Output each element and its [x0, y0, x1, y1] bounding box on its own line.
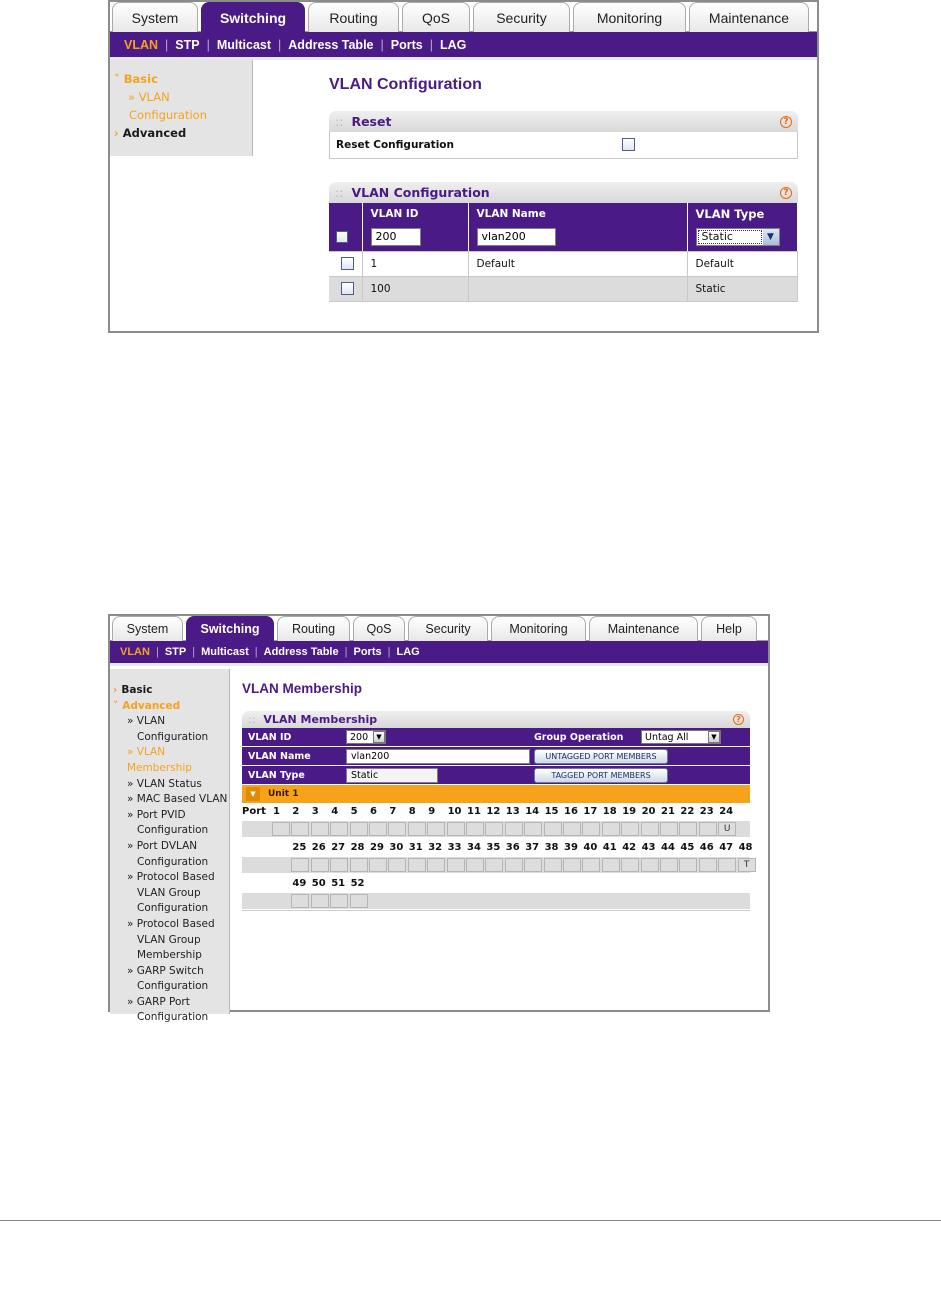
port-toggle[interactable]: [427, 822, 445, 836]
port-toggle[interactable]: [660, 858, 678, 872]
port-toggle[interactable]: [311, 894, 329, 908]
port-number: 12: [486, 806, 501, 817]
port-number: 51: [331, 878, 346, 889]
subnav-multicast[interactable]: Multicast: [216, 37, 272, 52]
port-number: 15: [544, 806, 559, 817]
sidebar-item-label: Advanced: [122, 699, 181, 712]
sidebar-item[interactable]: [113, 917, 229, 933]
tab-switching[interactable]: Switching: [186, 616, 274, 641]
tab-monitoring[interactable]: Monitoring: [491, 616, 586, 641]
help-icon[interactable]: ?: [780, 116, 792, 128]
sidebar-item-label: VLAN Group: [137, 886, 201, 899]
sidebar-item-vlan-configuration[interactable]: [114, 88, 252, 106]
chevron-down-icon: ▼: [763, 229, 779, 245]
port-number: 26: [311, 842, 326, 853]
row-select-checkbox[interactable]: [341, 257, 354, 270]
port-toggle[interactable]: [582, 858, 600, 872]
port-toggle[interactable]: [466, 822, 484, 836]
port-number: 7: [389, 806, 397, 817]
chevron-down-icon: ▼: [373, 731, 385, 743]
port-number: 11: [467, 806, 481, 817]
port-toggle[interactable]: [291, 894, 309, 908]
port-toggle[interactable]: [408, 858, 426, 872]
main-content: [242, 669, 753, 911]
vlan-configuration-screenshot: [108, 0, 819, 333]
sidebar-item[interactable]: [113, 792, 229, 808]
sidebar-item-basic[interactable]: [114, 70, 252, 88]
vlan-name-input[interactable]: vlan200: [477, 228, 556, 246]
port-toggle[interactable]: [699, 822, 717, 836]
reset-configuration-row: [329, 132, 798, 159]
port-number: 1: [273, 806, 280, 817]
reset-configuration-label: Reset Configuration: [336, 139, 454, 151]
group-operation-select-value: Untag All: [645, 731, 689, 743]
sidebar-item-label: » VLAN Status: [127, 777, 202, 790]
port-toggle[interactable]: [505, 822, 523, 836]
sub-navigation: [110, 641, 768, 666]
sidebar-item: [113, 901, 229, 917]
tab-system[interactable]: System: [112, 616, 183, 641]
port-number: 3: [311, 806, 319, 817]
column-header-vlan-id: VLAN ID: [362, 203, 468, 224]
subnav-stp[interactable]: STP: [175, 37, 200, 52]
page-title: VLAN Configuration: [329, 76, 482, 93]
port-number: 8: [408, 806, 416, 817]
tab-routing[interactable]: Routing: [308, 2, 399, 32]
port-toggle[interactable]: [660, 822, 678, 836]
port-toggle[interactable]: [699, 858, 717, 872]
panel-title: VLAN Membership: [263, 713, 378, 726]
port-toggle[interactable]: [369, 858, 387, 872]
vlan-membership-screenshot: [108, 614, 770, 1024]
help-icon[interactable]: ?: [733, 714, 744, 725]
port-toggle[interactable]: [447, 822, 465, 836]
tab-monitoring[interactable]: Monitoring: [573, 2, 686, 32]
port-number: 35: [486, 842, 501, 853]
membership-panel-header: [242, 711, 750, 728]
port-toggle[interactable]: [544, 822, 562, 836]
reset-panel: [329, 111, 798, 159]
port-number: 27: [331, 842, 346, 853]
subnav-address-table[interactable]: Address Table: [288, 37, 374, 52]
port-toggle[interactable]: [311, 822, 329, 836]
port-number: 49: [292, 878, 307, 889]
port-number: 21: [661, 806, 675, 817]
port-toggle[interactable]: [291, 858, 309, 872]
subnav-stp[interactable]: STP: [164, 646, 187, 658]
drag-handle-icon: ::: [335, 114, 344, 129]
tab-help[interactable]: Help: [701, 616, 757, 641]
unit-label: Unit 1: [268, 789, 299, 799]
port-number: 23: [699, 806, 714, 817]
subnav-separator: |: [254, 646, 258, 658]
vlan-id-cell: 100: [362, 276, 468, 301]
vlan-id-select-value: 200: [350, 731, 369, 743]
select-column-header: [329, 203, 362, 224]
tab-security[interactable]: Security: [408, 616, 488, 641]
vlan-name-label: VLAN Name: [248, 750, 311, 762]
subnav-separator: |: [387, 646, 391, 658]
vlan-type-cell: Static: [687, 276, 798, 301]
sidebar-item-label: » VLAN: [127, 715, 166, 728]
port-number: 22: [680, 806, 695, 817]
table-row: [329, 276, 798, 301]
subnav-lag[interactable]: LAG: [439, 37, 467, 52]
port-toggle[interactable]: [388, 822, 406, 836]
port-toggle[interactable]: [485, 858, 503, 872]
port-toggle[interactable]: [524, 822, 542, 836]
sidebar-item: [113, 823, 229, 839]
vlan-configuration-panel: [329, 182, 798, 302]
chevron-right-icon: ›: [114, 126, 119, 140]
subnav-separator: |: [278, 37, 282, 52]
sidebar-item-label: » MAC Based VLAN: [127, 793, 228, 806]
sidebar-item-label: » Protocol Based: [127, 917, 215, 930]
port-toggle[interactable]: [602, 822, 620, 836]
port-toggle[interactable]: [291, 822, 309, 836]
page-title: VLAN Membership: [242, 681, 363, 696]
sidebar-item[interactable]: [113, 839, 229, 855]
sidebar-item-label: » GARP Switch: [127, 964, 204, 977]
port-number: 38: [544, 842, 559, 853]
sidebar-item-label: Configuration: [137, 855, 209, 868]
sidebar-item-label: Configuration: [137, 1011, 209, 1024]
port-toggle[interactable]: [447, 858, 465, 872]
port-toggle[interactable]: [641, 822, 659, 836]
port-number: 29: [370, 842, 384, 853]
port-membership-grid: [242, 803, 753, 911]
column-header-vlan-type: VLAN Type: [687, 203, 798, 224]
port-number: 37: [525, 842, 540, 853]
port-number: 10: [447, 806, 462, 817]
main-content: [329, 60, 798, 302]
row-select-checkbox[interactable]: [336, 231, 348, 243]
sidebar-item-label: » VLAN: [128, 90, 170, 104]
subnav-separator: |: [206, 37, 210, 52]
port-number: 45: [680, 842, 695, 853]
port-toggle[interactable]: [311, 858, 329, 872]
tab-qos[interactable]: QoS: [402, 2, 470, 32]
subnav-separator: |: [155, 646, 159, 658]
port-toggle[interactable]: [679, 858, 697, 872]
vlan-id-select[interactable]: [346, 730, 386, 744]
group-operation-select[interactable]: [641, 730, 721, 744]
sidebar-item[interactable]: [113, 808, 229, 824]
port-number: 2: [292, 806, 300, 817]
sidebar-item: [113, 933, 229, 949]
port-number: 40: [583, 842, 598, 853]
untagged-port-members-button[interactable]: UNTAGGED PORT MEMBERS: [534, 749, 668, 764]
port-toggle[interactable]: [544, 858, 562, 872]
port-toggle[interactable]: [679, 822, 697, 836]
sidebar-item[interactable]: [113, 683, 229, 699]
port-toggle[interactable]: U: [718, 822, 736, 836]
tab-system[interactable]: System: [112, 2, 198, 32]
port-toggle[interactable]: [330, 858, 348, 872]
port-toggle[interactable]: [505, 858, 523, 872]
chevron-down-icon: ˅: [114, 72, 120, 86]
port-number: 43: [641, 842, 656, 853]
vlan-name-value: vlan200: [346, 749, 530, 764]
port-number: 20: [641, 806, 656, 817]
vlan-type-select[interactable]: [696, 228, 780, 246]
subnav-separator: |: [192, 646, 196, 658]
vlan-name-cell: Default: [468, 251, 687, 276]
sub-navigation: [110, 32, 817, 60]
tab-switching[interactable]: Switching: [201, 2, 305, 32]
sidebar-item-label: Configuration: [137, 902, 209, 915]
port-number: 14: [525, 806, 540, 817]
port-toggle[interactable]: [350, 858, 368, 872]
port-toggle[interactable]: [621, 822, 639, 836]
port-toggle[interactable]: [563, 858, 581, 872]
group-operation-label: Group Operation: [534, 731, 624, 743]
tab-maintenance[interactable]: Maintenance: [589, 616, 698, 641]
unit-header[interactable]: [242, 785, 750, 803]
drag-handle-icon: ::: [248, 713, 256, 726]
sidebar-item-advanced[interactable]: [114, 124, 252, 142]
port-number: 39: [564, 842, 578, 853]
port-number: 6: [370, 806, 377, 817]
port-toggle[interactable]: [485, 822, 503, 836]
chevron-right-icon: ›: [113, 684, 118, 696]
port-number: 30: [389, 842, 404, 853]
sidebar-item-label: Basic: [123, 72, 158, 86]
sidebar-item-label: Membership: [137, 949, 202, 962]
port-number: 41: [602, 842, 617, 853]
port-number: 47: [719, 842, 734, 853]
vlan-type-select-value: Static: [698, 230, 762, 244]
row-select-checkbox[interactable]: [341, 282, 354, 295]
port-number: 24: [719, 806, 734, 817]
sidebar-item-label: Advanced: [122, 126, 187, 140]
reset-configuration-checkbox[interactable]: [622, 138, 635, 151]
help-icon[interactable]: ?: [780, 187, 792, 199]
sidebar-item[interactable]: [113, 777, 229, 793]
port-toggle[interactable]: [582, 822, 600, 836]
subnav-multicast[interactable]: Multicast: [201, 646, 249, 658]
vlan-id-row: [242, 728, 750, 747]
subnav-separator: |: [429, 37, 433, 52]
port-number: 32: [428, 842, 443, 853]
port-toggle[interactable]: [621, 858, 639, 872]
tagged-port-members-button[interactable]: TAGGED PORT MEMBERS: [534, 768, 668, 783]
port-number: 16: [564, 806, 578, 817]
port-number: 31: [408, 842, 423, 853]
vlan-id-input[interactable]: 200: [371, 228, 421, 246]
port-toggle[interactable]: [350, 894, 368, 908]
tab-routing[interactable]: Routing: [277, 616, 350, 641]
main-tabs: [110, 2, 817, 32]
port-toggle[interactable]: [369, 822, 387, 836]
port-toggle[interactable]: [388, 858, 406, 872]
port-number: 17: [583, 806, 598, 817]
sidebar-item-label: Configuration: [129, 108, 207, 122]
sidebar-item-label: VLAN Group: [137, 933, 201, 946]
vlan-name-cell: [468, 276, 687, 301]
main-tabs: [110, 616, 768, 641]
chevron-down-icon: ▼: [708, 731, 720, 743]
port-number: 19: [622, 806, 637, 817]
tab-qos[interactable]: QoS: [353, 616, 405, 641]
sidebar-item-label: Configuration: [137, 824, 209, 837]
vlan-type-cell: Default: [687, 251, 798, 276]
port-toggle[interactable]: [330, 894, 348, 908]
sidebar-item-label: » Port DVLAN: [127, 839, 198, 852]
sidebar-item-label: Configuration: [137, 980, 209, 993]
port-number: 13: [505, 806, 520, 817]
sidebar-item[interactable]: [113, 714, 229, 730]
port-label: Port: [242, 806, 266, 817]
sidebar-item[interactable]: [113, 745, 229, 776]
port-number: 25: [292, 842, 307, 853]
port-number: 5: [350, 806, 358, 817]
port-number: 9: [428, 806, 436, 817]
subnav-separator: |: [380, 37, 384, 52]
port-number: 52: [350, 878, 365, 889]
port-number: 48: [738, 842, 753, 853]
sidebar-item: [113, 855, 229, 871]
panel-title: Reset: [351, 114, 392, 129]
port-toggle[interactable]: [350, 822, 368, 836]
column-header-vlan-name: VLAN Name: [468, 203, 687, 224]
sidebar-item: [113, 886, 229, 902]
subnav-address-table[interactable]: Address Table: [263, 646, 339, 658]
port-toggle[interactable]: [427, 858, 445, 872]
subnav-separator: |: [344, 646, 348, 658]
sidebar-item[interactable]: [113, 699, 229, 715]
port-toggle[interactable]: [330, 822, 348, 836]
subnav-vlan[interactable]: VLAN: [120, 646, 150, 658]
vlan-type-label: VLAN Type: [248, 769, 305, 781]
port-number: 34: [467, 842, 481, 853]
port-toggle[interactable]: [641, 858, 659, 872]
port-toggle[interactable]: T: [738, 858, 756, 872]
tab-maintenance[interactable]: Maintenance: [689, 2, 809, 32]
table-header-row: [329, 203, 798, 224]
sidebar-item-label: » Protocol Based: [127, 871, 215, 884]
port-number: 46: [699, 842, 714, 853]
port-toggle[interactable]: [718, 858, 736, 872]
vlan-type-value: Static: [346, 768, 438, 783]
sidebar-item-label: Basic: [121, 684, 153, 696]
sidebar: [110, 669, 230, 1024]
port-number: 28: [350, 842, 365, 853]
vlan-panel-header: [329, 182, 798, 203]
vlan-id-cell: 1: [362, 251, 468, 276]
port-toggle[interactable]: [602, 858, 620, 872]
sidebar-item[interactable]: [113, 995, 229, 1011]
sidebar-item-vlan-configuration-cont[interactable]: [114, 106, 252, 124]
sidebar-item-label: Configuration: [137, 730, 209, 743]
subnav-vlan[interactable]: VLAN: [124, 37, 159, 52]
port-toggle[interactable]: [272, 822, 290, 836]
port-number: 33: [447, 842, 462, 853]
vlan-name-row: [242, 747, 750, 766]
vlan-table: [329, 203, 798, 302]
port-toggle[interactable]: [408, 822, 426, 836]
port-number: 4: [331, 806, 339, 817]
sidebar-item-label: » Port PVID: [127, 808, 186, 821]
subnav-ports[interactable]: Ports: [353, 646, 382, 658]
sidebar: [110, 60, 253, 156]
table-row: [329, 251, 798, 276]
chevron-down-icon: ˅: [113, 699, 119, 712]
chevron-down-icon: ▼: [246, 787, 260, 801]
subnav-separator: |: [165, 37, 169, 52]
port-number: 44: [661, 842, 675, 853]
reset-panel-header: [329, 111, 798, 132]
sidebar-item-label: » VLAN Membership: [127, 746, 192, 774]
port-toggle[interactable]: [524, 858, 542, 872]
port-number: 42: [622, 842, 637, 853]
port-toggle[interactable]: [466, 858, 484, 872]
vlan-type-row: [242, 766, 750, 785]
port-number: 36: [505, 842, 520, 853]
sidebar-item[interactable]: [113, 870, 229, 886]
subnav-lag[interactable]: LAG: [396, 646, 420, 658]
port-toggle[interactable]: [563, 822, 581, 836]
sidebar-item-label: » GARP Port: [127, 995, 190, 1008]
sidebar-item: [113, 1010, 229, 1026]
port-number: 18: [602, 806, 617, 817]
vlan-id-label: VLAN ID: [248, 731, 292, 743]
page-divider: [0, 1220, 941, 1221]
panel-title: VLAN Configuration: [351, 185, 490, 200]
subnav-ports[interactable]: Ports: [390, 37, 423, 52]
tab-security[interactable]: Security: [473, 2, 570, 32]
sidebar-item[interactable]: [113, 964, 229, 980]
sidebar-item: [113, 979, 229, 995]
sidebar-item: [113, 948, 229, 964]
sidebar-item: [113, 730, 229, 746]
port-number: 50: [311, 878, 326, 889]
new-vlan-row: [329, 224, 798, 251]
drag-handle-icon: ::: [335, 185, 344, 200]
